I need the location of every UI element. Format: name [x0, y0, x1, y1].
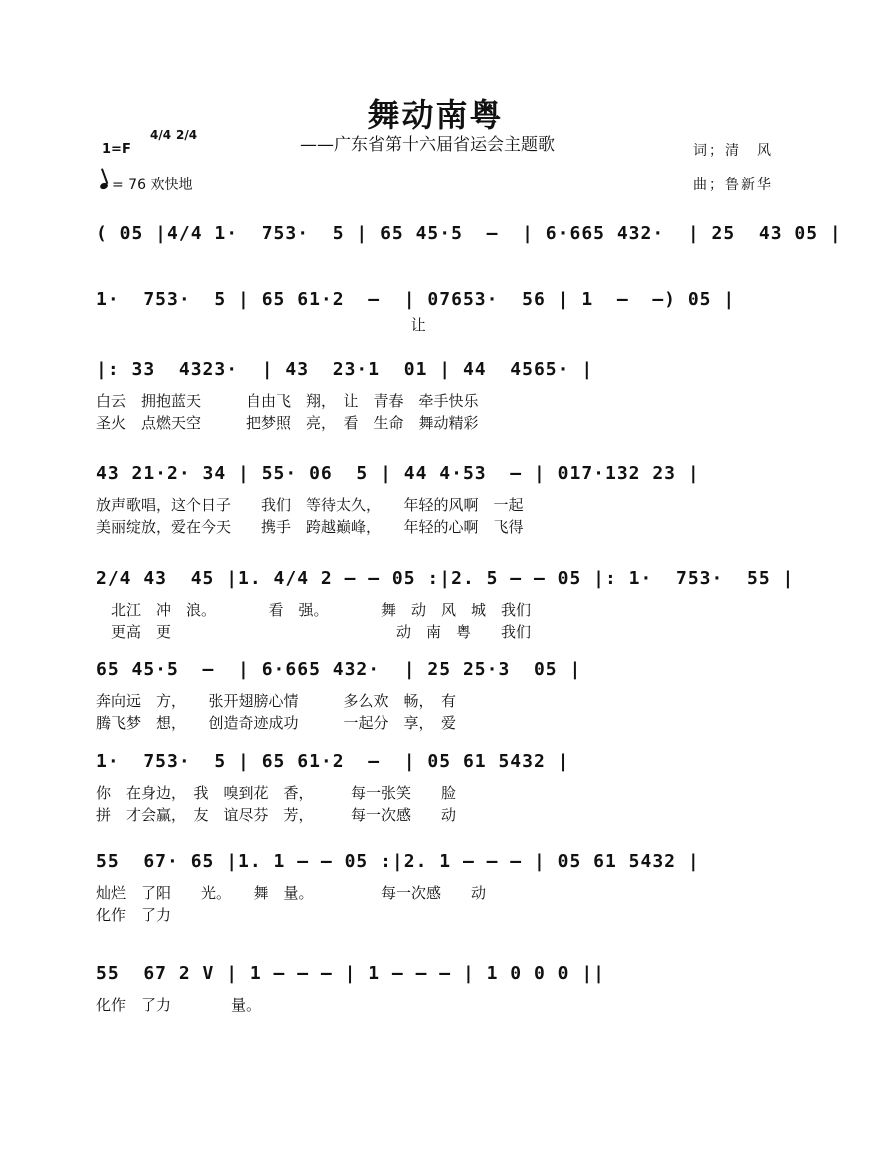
lyric-line-2: 腾飞梦 想， 创造奇迹成功 一起分 享， 爱 — [96, 714, 457, 732]
lyric-line-1: 白云 拥抱蓝天 自由飞 翔， 让 青春 牵手快乐 — [96, 392, 479, 410]
song-subtitle: ——广东省第十六届省运会主题歌 — [300, 135, 555, 155]
notation-line: 2/4 43 45 |1. 4/4 2 – – 05 :|2. 5 – – 05 |: 1· 753· 55 | — [96, 568, 795, 589]
score-system-5 — [96, 565, 795, 665]
score-system-6 — [96, 656, 776, 756]
lyric-line-2: 美丽绽放，爱在今天 携手 跨越巅峰， 年轻的心啊 飞得 — [96, 518, 524, 536]
lyric-line-1: 北江 冲 浪。 看 强。 舞 动 风 城 我们 — [96, 601, 532, 619]
song-title: 舞动南粤 — [367, 96, 504, 134]
notation-line: 55 67· 65 |1. 1 – – 05 :|2. 1 – – – | 05 61 5432 | — [96, 851, 700, 872]
lyric-line-1: 奔向远 方， 张开翅膀心情 多么欢 畅， 有 — [96, 692, 457, 710]
lyric-line-2: 化作 了力 — [96, 906, 172, 924]
notation-line: 65 45·5 – | 6·665 432· | 25 25·3 05 | — [96, 659, 582, 680]
meter-2-4-label: 2/4 — [176, 128, 198, 142]
composer-credit: 曲；鲁新华 — [693, 177, 773, 193]
notation-line: 43 21·2· 34 | 55· 06 5 | 44 4·53 – | 017·132 23 | — [96, 463, 700, 484]
tempo-text: = 76 欢快地 — [112, 177, 193, 193]
lyric-line-2: 更高 更 动 南 粤 我们 — [96, 623, 532, 641]
time-signature-4-4 — [150, 128, 172, 143]
tempo-marking — [100, 174, 192, 194]
lyric-line-1: 你 在身边， 我 嗅到花 香， 每一张笑 脸 — [96, 784, 457, 802]
score-system-9 — [96, 960, 776, 1060]
notation-line: 55 67 2 V | 1 – – – | 1 – – – | 1 0 0 0 || — [96, 963, 605, 984]
lyric-line-1: 化作 了力 量。 — [96, 996, 262, 1014]
time-signature-2-4 — [176, 128, 198, 143]
lyric-line-1: 放声歌唱，这个日子 我们 等待太久， 年轻的风啊 一起 — [96, 496, 524, 514]
notation-line: 1· 753· 5 | 65 61·2 – | 05 61 5432 | — [96, 751, 570, 772]
key-signature: 1=F — [102, 142, 131, 157]
lyric-line-1: 让 — [96, 316, 426, 334]
notation-line: ( 05 |4/4 1· 753· 5 | 65 45·5 – | 6·665 432· | 25 43 05 | — [96, 223, 842, 244]
quarter-note-icon — [99, 182, 109, 190]
lyric-line-2: 拼 才会赢， 友 谊尽芬 芳， 每一次感 动 — [96, 806, 457, 824]
score-system-7 — [96, 748, 776, 848]
notation-line: 1· 753· 5 | 65 61·2 – | 07653· 56 | 1 – –) 05 | — [96, 289, 736, 310]
lyric-line-2: 圣火 点燃天空 把梦照 亮， 看 生命 舞动精彩 — [96, 414, 479, 432]
score-system-3 — [96, 356, 776, 456]
lyricist-credit: 词；清 风 — [693, 143, 773, 159]
meter-4-4-label: 4/4 — [150, 128, 172, 142]
score-system-4 — [96, 460, 776, 560]
score-system-8 — [96, 848, 776, 948]
notation-line: |: 33 4323· | 43 23·1 01 | 44 4565· | — [96, 359, 594, 380]
lyric-line-1: 灿烂 了阳 光。 舞 量。 每一次感 动 — [96, 884, 487, 902]
